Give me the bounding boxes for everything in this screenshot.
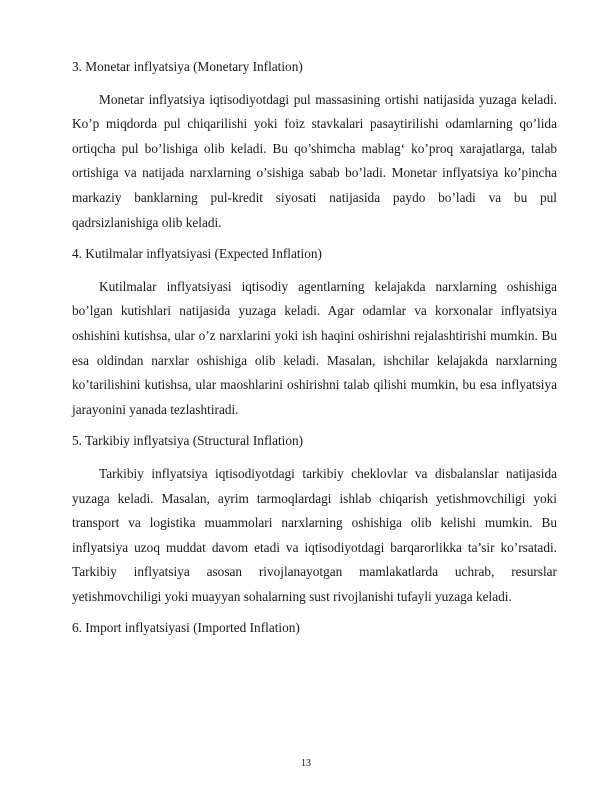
section-heading-monetary: 3. Monetar inflyatsiya (Monetary Inflation) bbox=[72, 59, 303, 74]
page-number: 13 bbox=[301, 758, 311, 769]
section-heading-imported: 6. Import inflyatsiyasi (Imported Inflation) bbox=[72, 620, 300, 636]
section-heading-expected: 4. Kutilmalar inflyatsiyasi (Expected Inflation) bbox=[72, 246, 322, 262]
section-paragraph-structural: Tarkibiy inflyatsiya iqtisodiyotdagi tarkibiy cheklovlar va disbalanslar natijasida yuzaga keladi. Masalan, ayrim tarmoqlardagi ishlab chiqarish yetishmovchiligi yoki transport va logistika muammolari narxlarning oshishiga olib kelishi mumkin. Bu inflyatsiya uzoq muddat davom etadi va iqtisodiyotdagi barqarorlikka ta’sir ko’rsatadi. Tarkibiy inflyatsiya asosan rivojlanayotgan mamlakatlarda uchrab, resurslar yetishmovchiligi yoki muayyan sohalarning sust rivojlanishi tufayli yuzaga keladi. bbox=[72, 465, 557, 604]
page-body bbox=[72, 55, 557, 641]
section-paragraph-expected: Kutilmalar inflyatsiyasi iqtisodiy agentlarning kelajakda narxlarning oshishiga bo’lgan kutishlari natijasida yuzaga keladi. Agar odamlar va korxonalar inflyatsiya oshishini kutishsa, ular o’z narxlarini yoki ish haqini oshirishni rejalashtirishi mumkin. Bu esa oldindan narxlar oshishiga olib keladi. Masalan, ishchilar kelajakda narxlarning ko’tarilishini kutishsa, ular maoshlarini oshirishni talab qilishi mumkin, bu esa inflyatsiya jarayonini yanada tezlashtiradi. bbox=[72, 278, 557, 417]
section-paragraph-monetary: Monetar inflyatsiya iqtisodiyotdagi pul massasining ortishi natijasida yuzaga keladi. Ko’p miqdorda pul chiqarilishi yoki foiz stavkalari pasaytirilishi odamlarning qo’lida ortiqcha pul bo’lishiga olib keladi. Bu qo’shimcha mablag‘ ko’proq xarajatlarga, talab ortishiga va natijada narxlarning o’sishiga sabab bo’ladi. Monetar inflyatsiya ko’pincha markaziy banklarning pul-kredit siyosati natijasida paydo bo’ladi va bu pul qadrsizlanishiga olib keladi. bbox=[72, 91, 557, 230]
section-heading-structural: 5. Tarkibiy inflyatsiya (Structural Inflation) bbox=[72, 433, 304, 449]
